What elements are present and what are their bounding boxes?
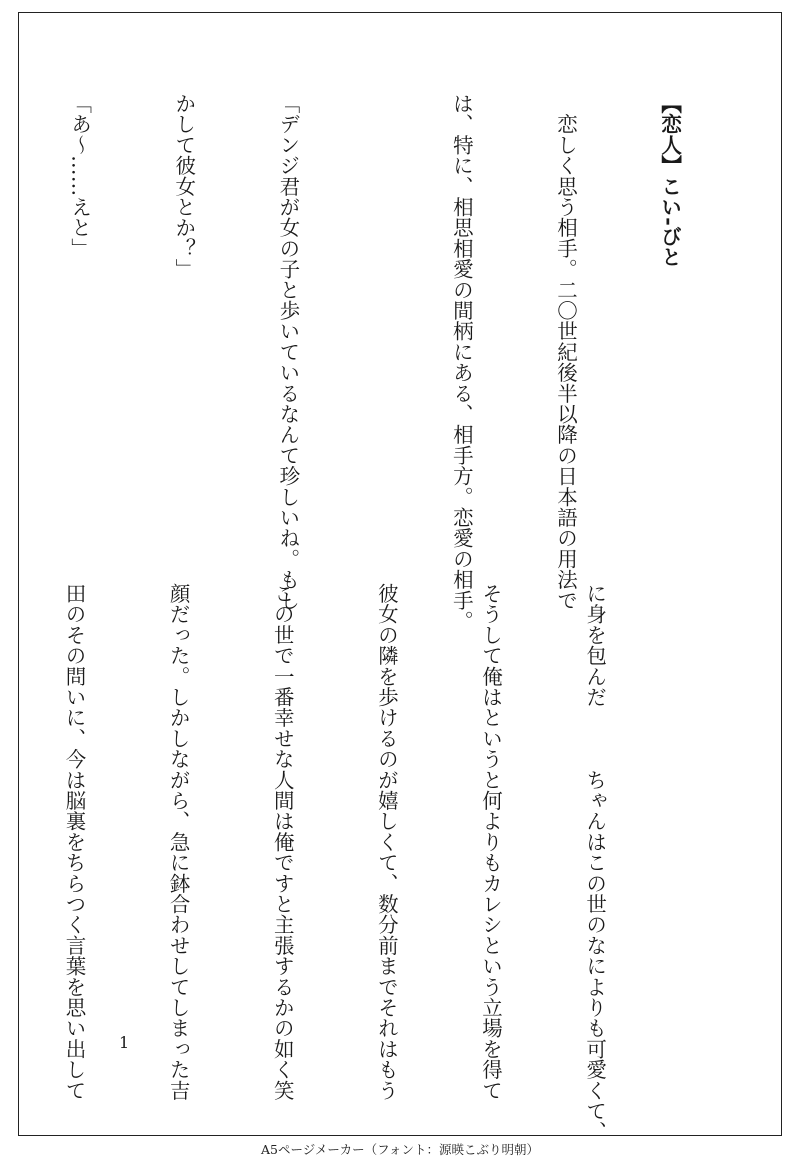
text-line: 「あ〜……えと」: [67, 93, 92, 259]
text-block-bottom: [41, 583, 681, 1142]
text-block-top: [46, 93, 756, 632]
text-line: そうして俺はというと何よりもカレシという立場を得て: [478, 583, 503, 1101]
page-number: 1: [119, 1033, 130, 1052]
text-line: かして彼女とか？」: [171, 93, 196, 280]
text-line: 田のその問いに、今は脳裏をちらつく言葉を思い出して: [62, 583, 87, 1101]
text-line: 恋しく思う相手。二〇世紀後半以降の日本語の用法で: [553, 93, 578, 611]
text-line: この世で一番幸せな人間は俺ですと主張するかの如く笑: [270, 583, 295, 1101]
text-line: 彼女の隣を歩けるのが嬉しくて、数分前までそれはもう: [374, 583, 399, 1101]
text-line: 【恋人】こい‐びと: [657, 93, 682, 268]
footer-credit: A5ページメーカー（フォント：源暎こぶり明朝）: [261, 1142, 539, 1157]
text-line: は、特に、相思相愛の間柄にある、相手方。恋愛の相手。: [449, 93, 474, 632]
text-line: 「デンジ君が女の子と歩いているなんて珍しいね。もし: [275, 93, 300, 611]
text-line: に身を包んだ ちゃんはこの世のなによりも可愛くて、: [582, 583, 607, 1142]
manuscript-page: [18, 12, 782, 1142]
text-line: 顔だった。しかしながら、急に鉢合わせしてしまった吉: [166, 583, 191, 1101]
